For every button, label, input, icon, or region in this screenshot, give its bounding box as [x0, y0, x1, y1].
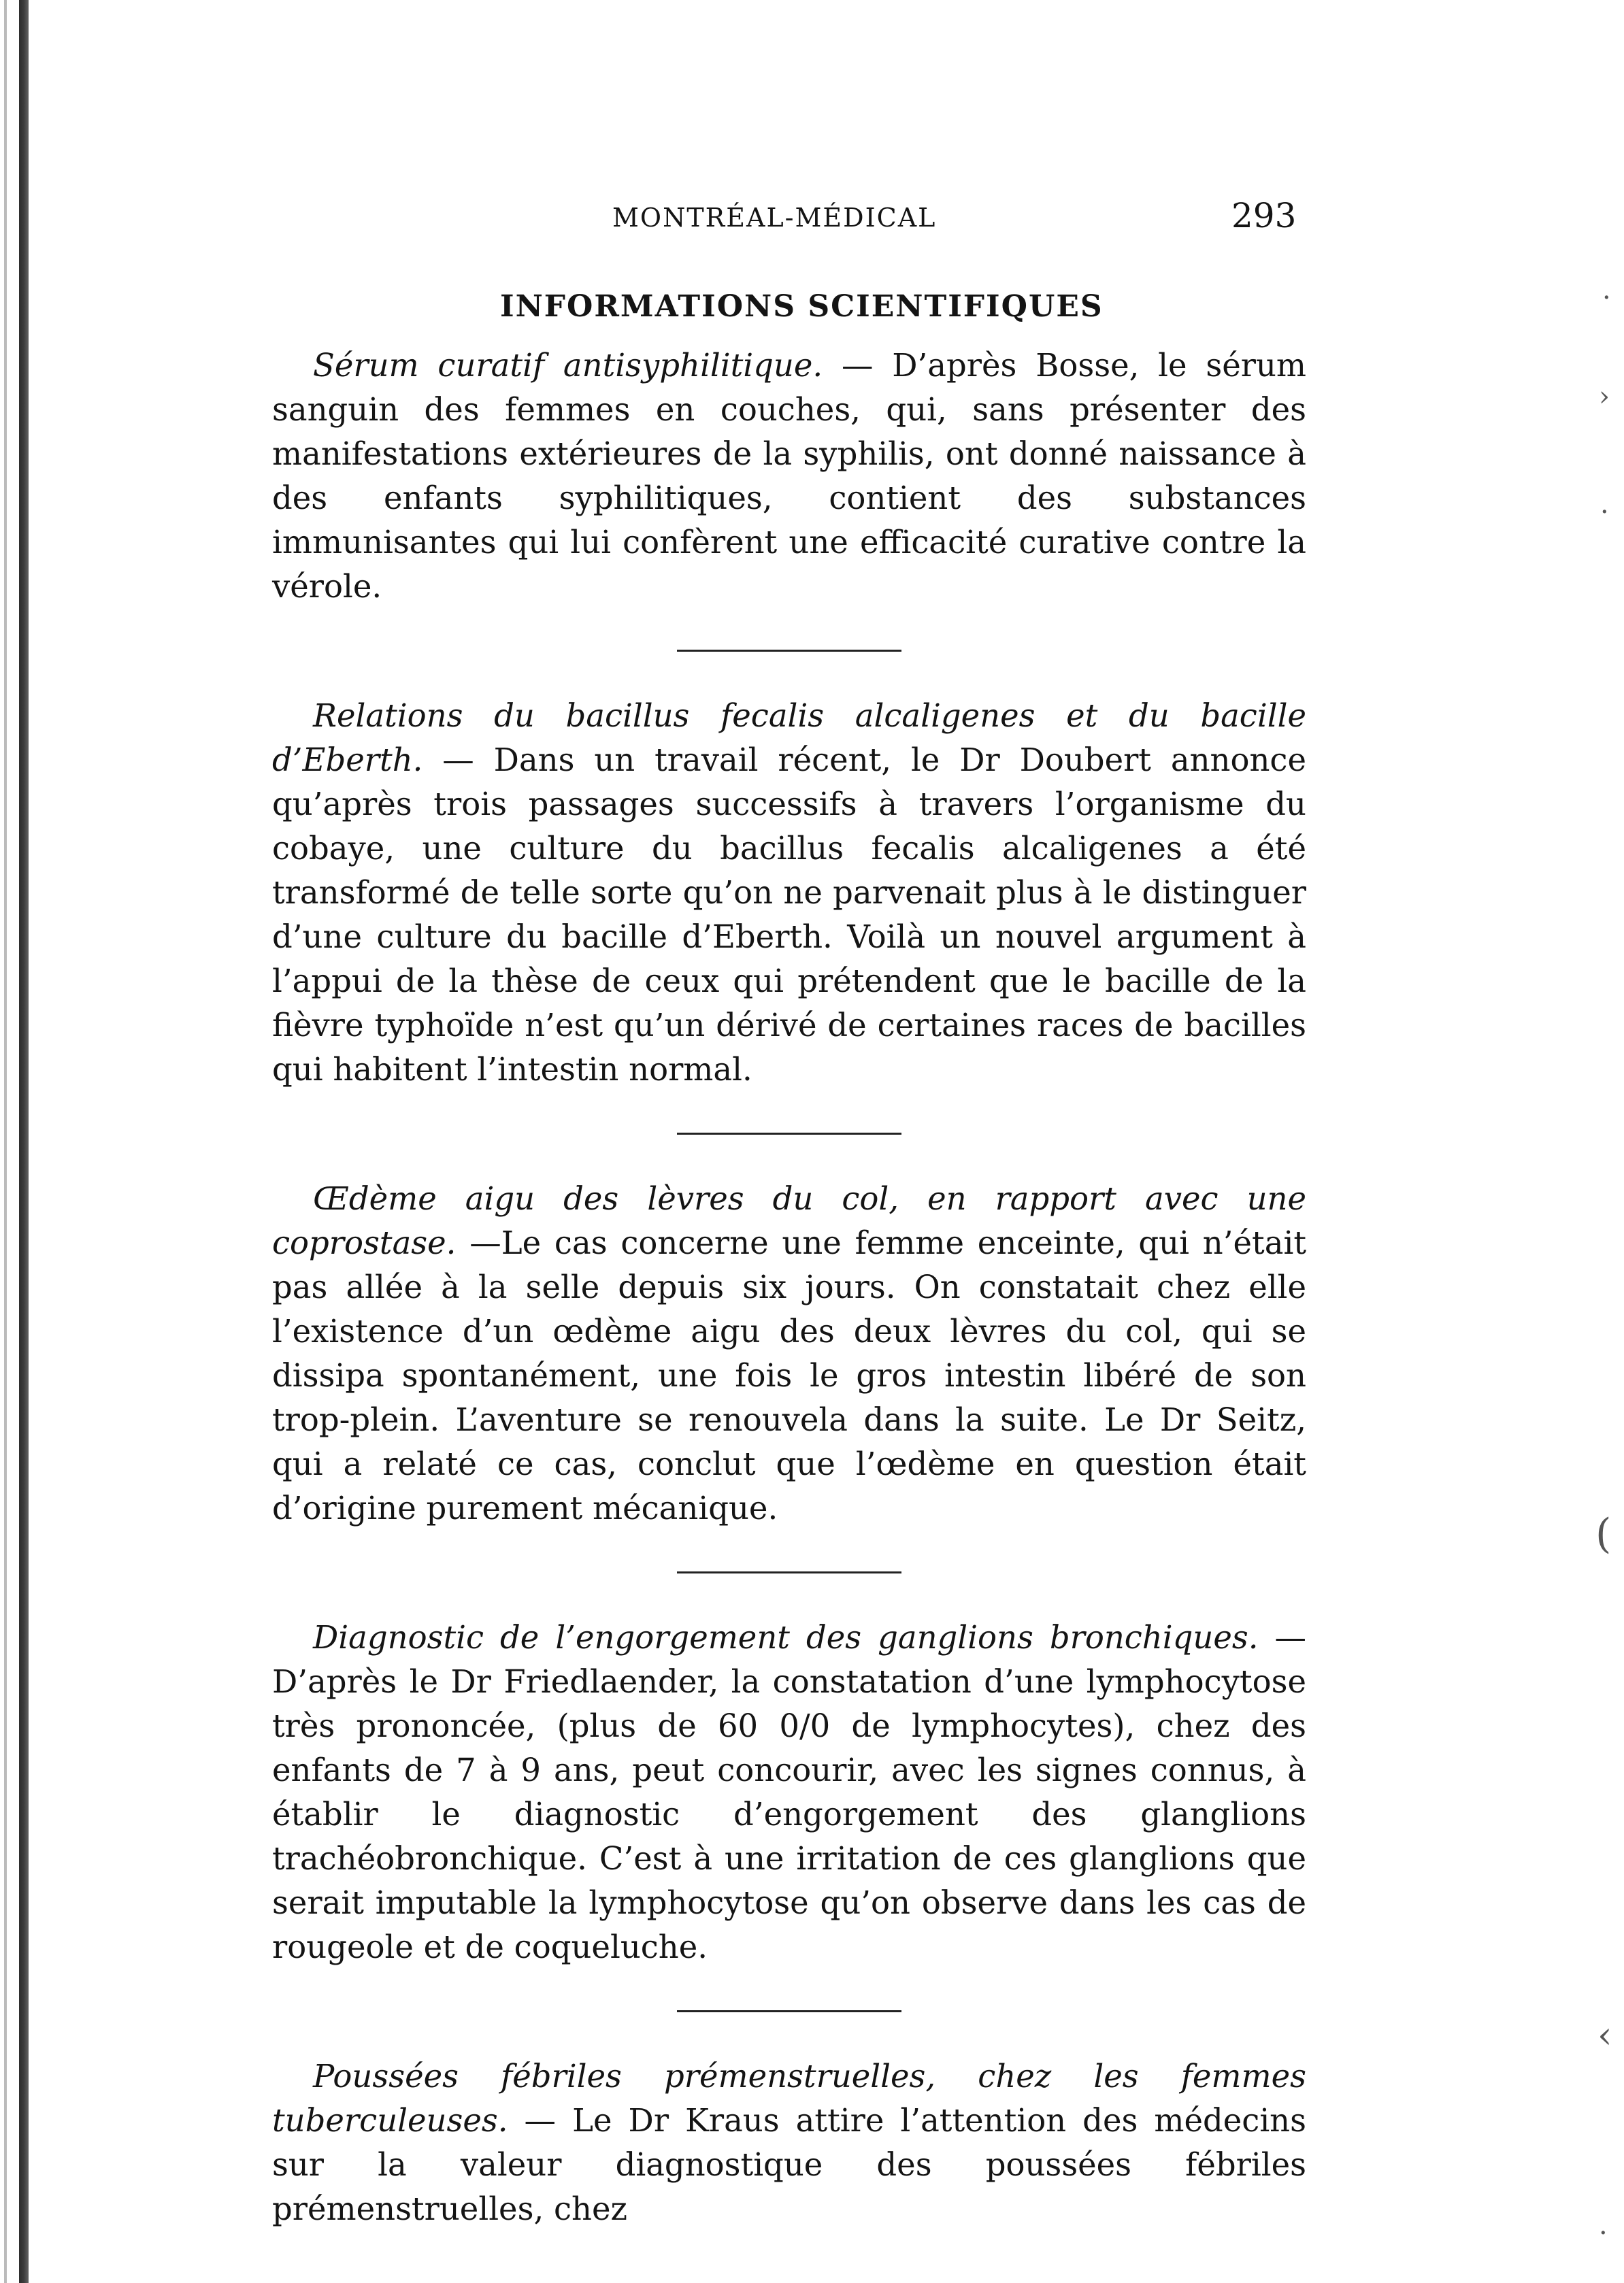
news-item-oedeme [272, 1177, 1306, 1531]
item-text: —Le cas concerne une femme enceinte, qui n’était pas allée à la selle depuis six jours. On constatait chez elle l’existence d’un œdème aigu des deux lèvres du col, qui se dissipa spontanément, une fois le gros intestin libéré de son trop-plein. L’aventure se renouvela dans la suite. Le Dr Seitz, qui a relaté ce cas, conclut que l’œdème en question était d’origine purement mécanique. [272, 1224, 1306, 1527]
article-body [272, 344, 1306, 2231]
separator-rule [677, 650, 901, 652]
item-heading: Sérum curatif antisyphilitique. [313, 347, 823, 384]
item-heading: Relations du bacillus fecalis alcaligenes et du bacille d’Eberth. [272, 697, 1306, 778]
scan-speck: · [1600, 497, 1609, 528]
scan-speck: › [1599, 381, 1610, 412]
separator-rule [677, 2010, 901, 2012]
page-number: 293 [1231, 196, 1297, 235]
item-heading: Œdème aigu des lèvres du col, en rapport avec une coprostase. [272, 1180, 1306, 1261]
news-item-poussees [272, 2054, 1306, 2231]
running-title: MONTRÉAL-MÉDICAL [612, 203, 937, 233]
section-title: INFORMATIONS SCIENTIFIQUES [500, 289, 1104, 324]
item-heading: Diagnostic de l’engorgement des ganglions bronchiques. [313, 1619, 1259, 1656]
separator-rule [677, 1133, 901, 1135]
scan-speck: · [1599, 2218, 1608, 2249]
binding-edge [19, 0, 29, 2283]
scan-speck: ‹ [1597, 2014, 1612, 2056]
news-item-ganglions [272, 1616, 1306, 1969]
item-text: — Dans un travail récent, le Dr Doubert annonce qu’après trois passages successifs à travers l’organisme du cobaye, une culture du bacillus fecalis alcaligenes a été transformé de telle sorte qu’on ne parvenait plus à le distinguer d’une culture du bacille d’Eberth. Voilà un nouvel argument à l’appui de la thèse de ceux qui prétendent que le bacille de la fièvre typhoïde n’est qu’un dérivé de certaines races de bacilles qui habitent l’intestin normal. [272, 741, 1306, 1088]
separator-rule [677, 1571, 901, 1573]
scan-speck: · [1602, 282, 1611, 314]
item-text: — D’après Bosse, le sérum sanguin des femmes en couches, qui, sans présenter des manifestations extérieures de la syphilis, ont donné naissance à des enfants syphilitiques, contient des substances immunisantes qui lui confèrent une efficacité curative contre la vérole. [272, 347, 1306, 605]
binding-edge-shadow [4, 0, 7, 2283]
news-item-serum [272, 344, 1306, 609]
item-text: — D’après le Dr Friedlaender, la constatation d’une lymphocytose très prononcée, (plus de 60 0/0 de lymphocytes), chez des enfants de 7 à 9 ans, peut concourir, avec les signes connus, à établir le diagnostic d’engorgement des glanglions trachéobronchique. C’est à une irritation de ces glanglions que serait imputable la lymphocytose qu’on observe dans les cas de rougeole et de coqueluche. [272, 1619, 1307, 1965]
item-heading: Poussées fébriles prémenstruelles, chez les femmes tuberculeuses. [272, 2058, 1306, 2139]
item-text: — Le Dr Kraus attire l’attention des médecins sur la valeur diagnostique des poussées fébriles prémenstruelles, chez [272, 2102, 1306, 2227]
news-item-bacillus [272, 694, 1306, 1092]
scan-speck: ( [1595, 1510, 1612, 1558]
